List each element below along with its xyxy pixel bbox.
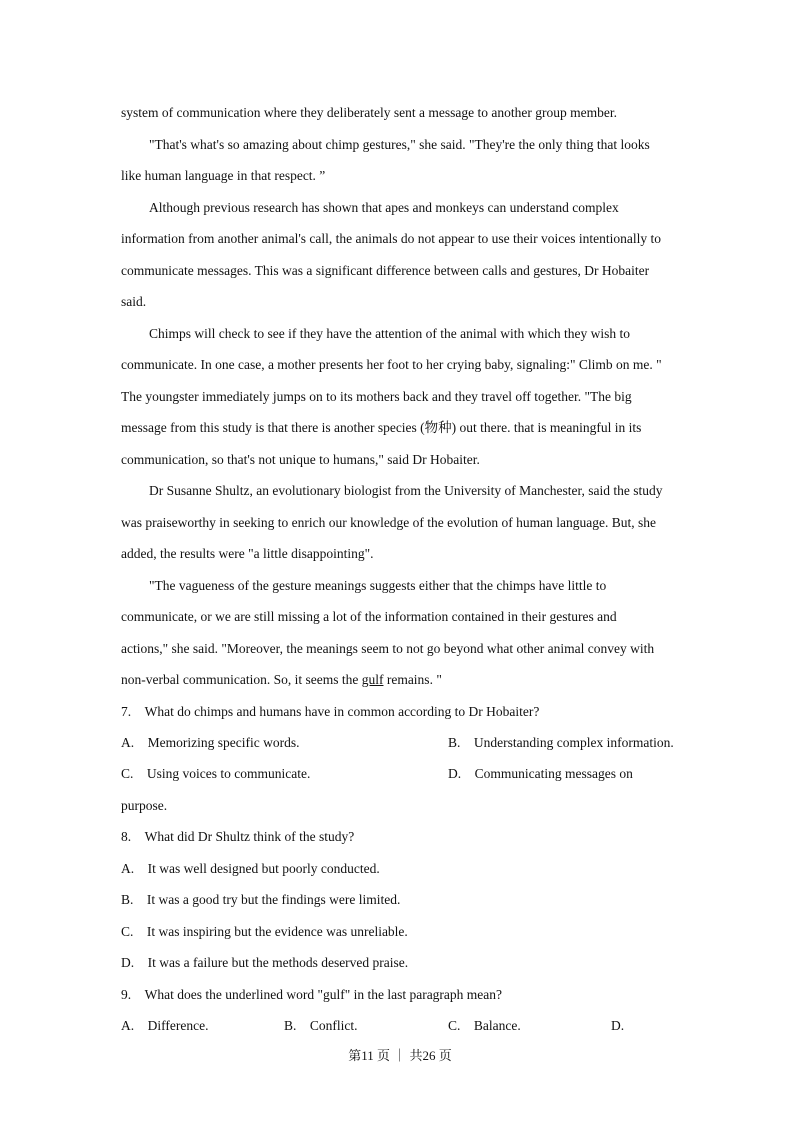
passage-line: information from another animal's call, the animals do not appear to use their voices intentionally to xyxy=(121,231,662,246)
passage-line xyxy=(121,671,681,689)
passage-text: remains. " xyxy=(383,672,442,687)
passage-line: communicate, or we are still missing a lot of the information contained in their gestures and xyxy=(121,609,617,624)
passage-line: Chimps will check to see if they have the attention of the animal with which they wish to xyxy=(149,326,631,341)
passage-line: "That's what's so amazing about chimp gestures," she said. "They're the only thing that looks xyxy=(149,137,650,152)
q8-option-d: D. It was a failure but the methods deserved praise. xyxy=(121,955,409,970)
q8-option-c: C. It was inspiring but the evidence was unreliable. xyxy=(121,924,408,939)
passage-text: non-verbal communication. So, it seems the xyxy=(121,672,362,687)
question-9-stem: 9. What does the underlined word "gulf" in the last paragraph mean? xyxy=(121,987,503,1002)
q7-option-d: D. Communicating messages on xyxy=(448,766,633,781)
q9-option-c: C. Balance. xyxy=(448,1018,521,1033)
q9-option-b: B. Conflict. xyxy=(284,1018,358,1033)
q8-option-b: B. It was a good try but the findings were limited. xyxy=(121,892,401,907)
q7-option-c: C. Using voices to communicate. xyxy=(121,766,311,781)
passage-line: added, the results were "a little disappointing". xyxy=(121,546,374,561)
q9-option-d: D. xyxy=(611,1018,625,1033)
passage-line: message from this study is that there is another species (物种) out there. that is meaningful in its xyxy=(121,420,642,435)
question-8-stem: 8. What did Dr Shultz think of the study? xyxy=(121,829,355,844)
q7-option-d-continued: purpose. xyxy=(121,798,168,813)
passage-line: said. xyxy=(121,294,147,309)
q9-option-a: A. Difference. xyxy=(121,1018,209,1033)
passage-line: Although previous research has shown that apes and monkeys can understand complex xyxy=(149,200,619,215)
passage-line: communicate messages. This was a significant difference between calls and gestures, Dr Hobaiter xyxy=(121,263,650,278)
passage-line: actions," she said. "Moreover, the meanings seem to not go beyond what other animal convey with xyxy=(121,641,655,656)
q8-option-a: A. It was well designed but poorly conducted. xyxy=(121,861,380,876)
passage-line: system of communication where they deliberately sent a message to another group member. xyxy=(121,105,617,120)
passage-line: was praiseworthy in seeking to enrich our knowledge of the evolution of human language. But, she xyxy=(121,515,656,530)
q7-option-a: A. Memorizing specific words. xyxy=(121,735,300,750)
page-footer: 第11 页 ｜ 共26 页 xyxy=(348,1048,452,1063)
passage-line: Dr Susanne Shultz, an evolutionary biologist from the University of Manchester, said the study xyxy=(149,483,663,498)
question-7-stem: 7. What do chimps and humans have in common according to Dr Hobaiter? xyxy=(121,704,540,719)
q7-option-b: B. Understanding complex information. xyxy=(448,735,674,750)
passage-line: "The vagueness of the gesture meanings suggests either that the chimps have little to xyxy=(149,578,607,593)
passage-line: communicate. In one case, a mother presents her foot to her crying baby, signaling:" Climb on me. " xyxy=(121,357,662,372)
passage-line: communication, so that's not unique to humans," said Dr Hobaiter. xyxy=(121,452,480,467)
passage-line: like human language in that respect. ” xyxy=(121,168,326,183)
underlined-word-gulf: gulf xyxy=(361,672,384,687)
passage-line: The youngster immediately jumps on to its mothers back and they travel off together. "The big xyxy=(121,389,632,404)
